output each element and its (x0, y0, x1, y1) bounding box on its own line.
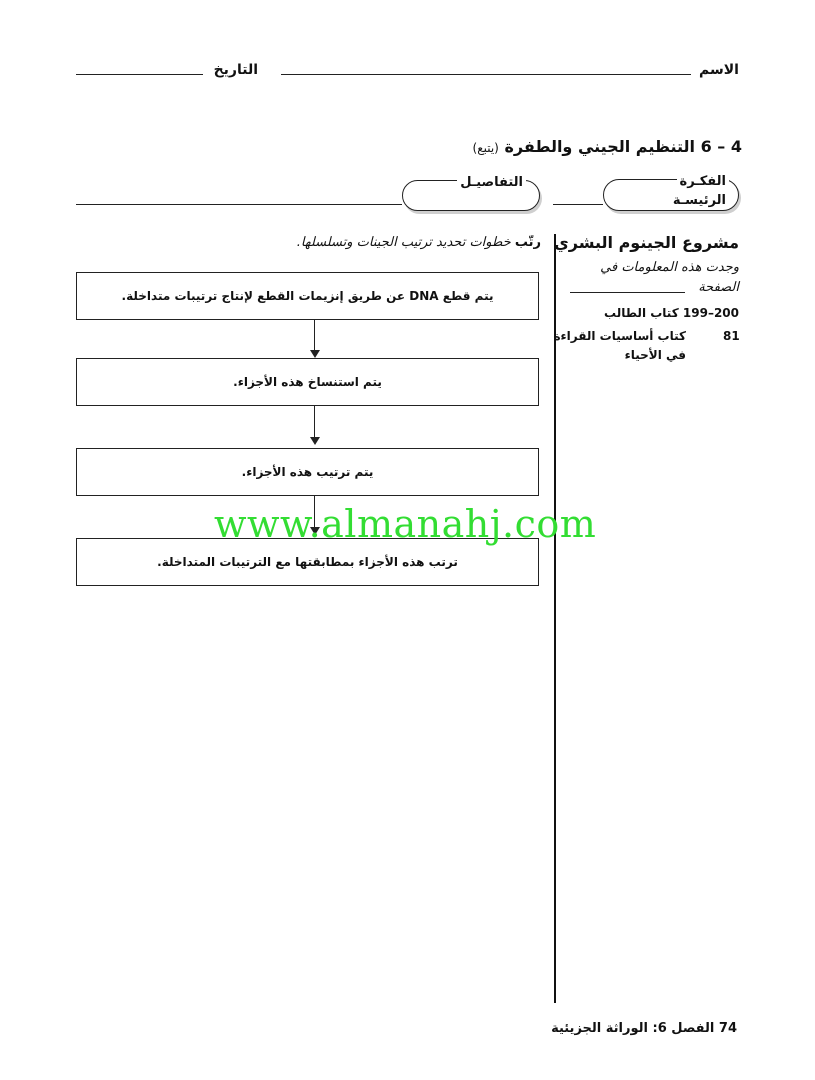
section-title (473, 137, 742, 156)
details-label: التفاصيـل (457, 175, 526, 190)
tabs-connector (553, 204, 603, 205)
ref1-label: كتاب الطالب (604, 306, 679, 320)
main-idea-label-2: الرئيسـة (670, 193, 729, 208)
column-divider (554, 234, 556, 1003)
ref2-page: 81 (723, 329, 740, 343)
chapter-title: الفصل 6: الوراثة الجزيئية (551, 1021, 715, 1036)
flow-arrow-1 (314, 320, 315, 350)
sidebar-note: وجدت هذه المعلومات في الصفحة (600, 260, 739, 295)
details-rule (76, 204, 402, 205)
section-title-text: 4 – 6 التنظيم الجيني والطفرة (504, 137, 742, 156)
flow-step-4: ترتب هذه الأجزاء بمطابقتها مع الترتيبات المتداخلة. (76, 538, 539, 586)
instruction (297, 235, 541, 250)
ref2-label-2: في الأحياء (624, 348, 686, 362)
sidebar-ref-student-book (604, 306, 739, 320)
flow-arrow-2 (314, 406, 315, 437)
name-line (281, 74, 691, 75)
ref2-label-1: كتاب أساسيات القراءة (553, 329, 686, 343)
ref1-pages: 200–199 (682, 306, 739, 320)
instruction-text: خطوات تحديد ترتيب الجينات وتسلسلها. (296, 235, 511, 250)
flow-step-1: يتم قطع DNA عن طريق إنزيمات القطع لإنتاج ترتيبات متداخلة. (76, 272, 539, 320)
name-label: الاسم (699, 62, 739, 78)
page-footer (551, 1021, 737, 1036)
section-continued: (يتبع) (472, 141, 499, 155)
date-label: التاريخ (213, 62, 258, 78)
instruction-verb: رتّب (514, 235, 541, 250)
flow-step-3: يتم ترتيب هذه الأجزاء. (76, 448, 539, 496)
watermark: www.almanahj.com (214, 502, 597, 546)
sidebar-heading: مشروع الجينوم البشري (554, 233, 739, 252)
flow-arrow-2-head (310, 437, 320, 445)
main-idea-label-1: الفكـرة (677, 174, 729, 189)
flow-step-2: يتم استنساخ هذه الأجزاء. (76, 358, 539, 406)
date-line (76, 74, 203, 75)
page-number: 74 (718, 1021, 737, 1036)
sidebar-page-line (570, 292, 685, 293)
flow-arrow-1-head (310, 350, 320, 358)
